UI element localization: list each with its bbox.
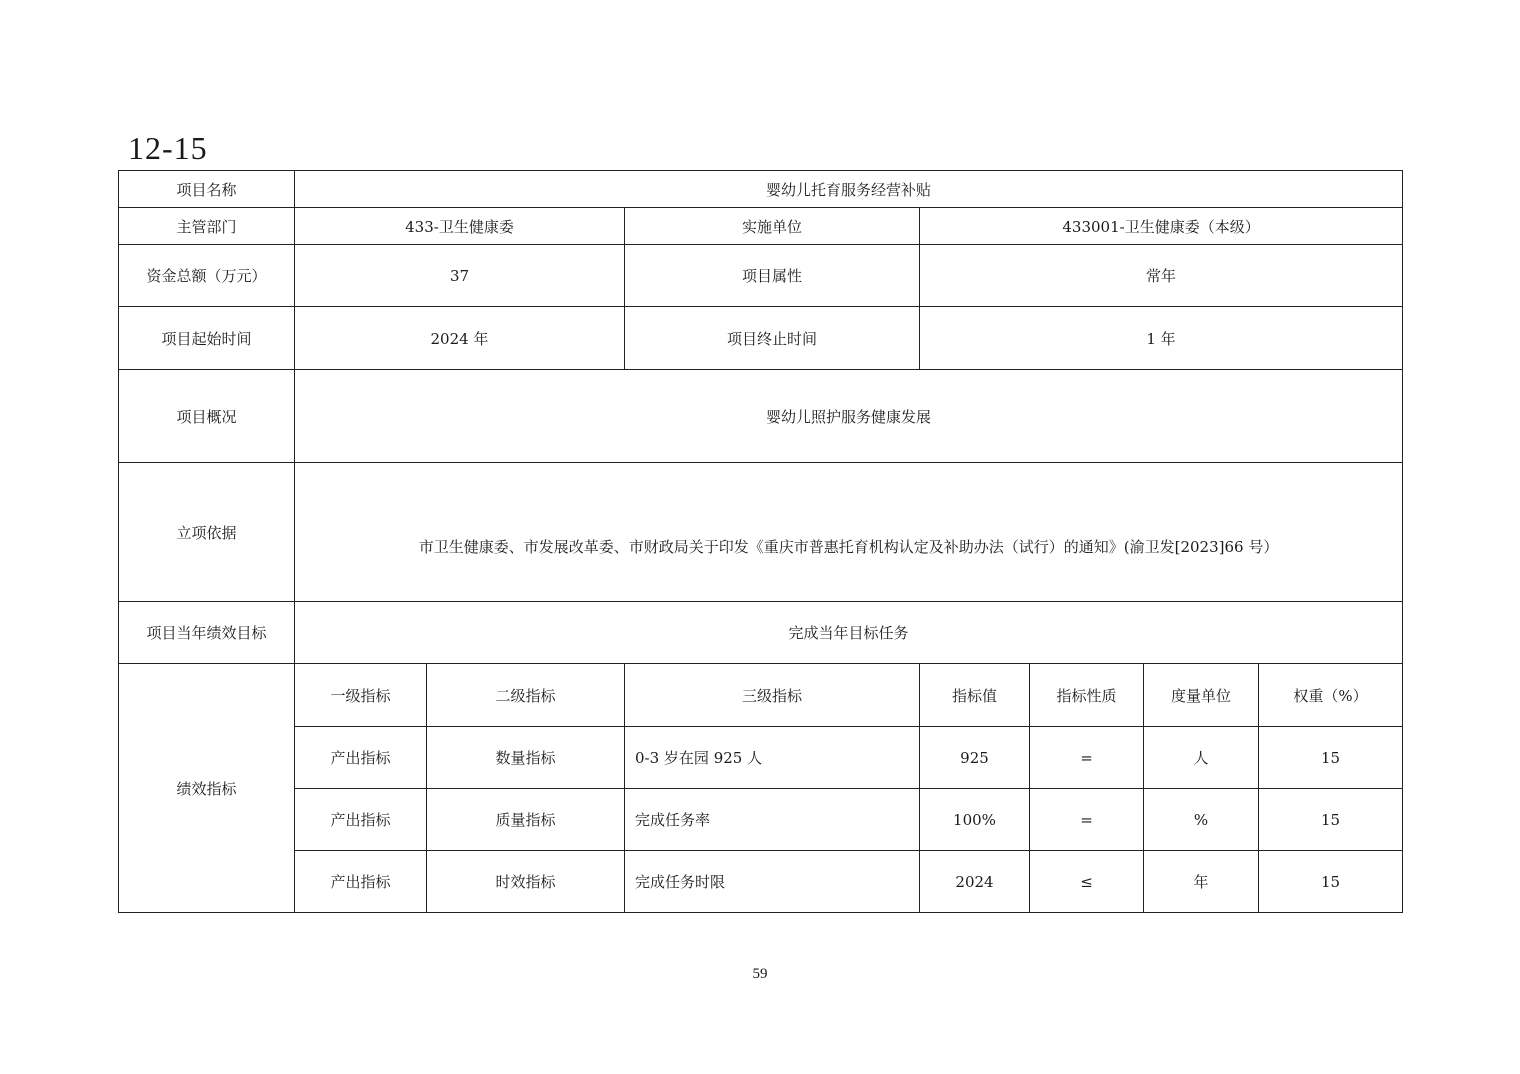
indicator-level2: 时效指标: [427, 851, 625, 913]
attribute-label: 项目属性: [625, 245, 920, 307]
indicator-nature: =: [1030, 789, 1144, 851]
unit-value: 433001-卫生健康委（本级）: [920, 208, 1403, 245]
fund-label: 资金总额（万元）: [119, 245, 295, 307]
indicators-label: 绩效指标: [119, 664, 295, 913]
goal-value: 完成当年目标任务: [295, 602, 1403, 664]
start-time-label: 项目起始时间: [119, 307, 295, 370]
page-number: 59: [752, 966, 768, 982]
indicator-weight: 15: [1259, 789, 1403, 851]
indicator-value: 925: [920, 727, 1030, 789]
department-value: 433-卫生健康委: [295, 208, 625, 245]
indicator-level1: 产出指标: [295, 789, 427, 851]
indicator-level1: 产出指标: [295, 727, 427, 789]
row-period: [119, 307, 1403, 370]
basis-value: [295, 463, 1403, 602]
indicator-value: 100%: [920, 789, 1030, 851]
indicator-row: [119, 851, 1403, 913]
project-table: [118, 170, 1403, 913]
basis-text: 市卫生健康委、市发展改革委、市财政局关于印发《重庆市普惠托育机构认定及补助办法（试行）的通知》(渝卫发[2023]66 号）: [418, 537, 1279, 556]
overview-label: 项目概况: [119, 370, 295, 463]
goal-label: 项目当年绩效目标: [119, 602, 295, 664]
indicator-value: 2024: [920, 851, 1030, 913]
fund-value: 37: [295, 245, 625, 307]
indicator-weight: 15: [1259, 851, 1403, 913]
section-heading: 12-15: [128, 130, 208, 166]
indicator-weight: 15: [1259, 727, 1403, 789]
row-goal: [119, 602, 1403, 664]
header-nature: 指标性质: [1030, 664, 1144, 727]
indicator-level1: 产出指标: [295, 851, 427, 913]
row-basis: [119, 463, 1403, 602]
indicator-unit: 人: [1144, 727, 1259, 789]
indicator-level2: 数量指标: [427, 727, 625, 789]
row-project-name: [119, 171, 1403, 208]
indicator-row: [119, 727, 1403, 789]
row-overview: [119, 370, 1403, 463]
header-level1: 一级指标: [295, 664, 427, 727]
project-name-value: 婴幼儿托育服务经营补贴: [295, 171, 1403, 208]
indicator-unit: 年: [1144, 851, 1259, 913]
indicator-nature: =: [1030, 727, 1144, 789]
indicator-level3: 0-3 岁在园 925 人: [625, 727, 920, 789]
header-unit: 度量单位: [1144, 664, 1259, 727]
header-weight: 权重（%）: [1259, 664, 1403, 727]
end-time-label: 项目终止时间: [625, 307, 920, 370]
row-fund: [119, 245, 1403, 307]
header-level3: 三级指标: [625, 664, 920, 727]
overview-value: 婴幼儿照护服务健康发展: [295, 370, 1403, 463]
project-name-label: 项目名称: [119, 171, 295, 208]
indicator-row: [119, 789, 1403, 851]
indicator-header-row: [119, 664, 1403, 727]
header-level2: 二级指标: [427, 664, 625, 727]
indicator-level3: 完成任务时限: [625, 851, 920, 913]
row-department: [119, 208, 1403, 245]
indicator-level2: 质量指标: [427, 789, 625, 851]
attribute-value: 常年: [920, 245, 1403, 307]
indicator-unit: %: [1144, 789, 1259, 851]
basis-label: 立项依据: [119, 463, 295, 602]
unit-label: 实施单位: [625, 208, 920, 245]
start-time-value: 2024 年: [295, 307, 625, 370]
indicator-level3: 完成任务率: [625, 789, 920, 851]
department-label: 主管部门: [119, 208, 295, 245]
indicator-nature: ≤: [1030, 851, 1144, 913]
end-time-value: 1 年: [920, 307, 1403, 370]
header-value: 指标值: [920, 664, 1030, 727]
